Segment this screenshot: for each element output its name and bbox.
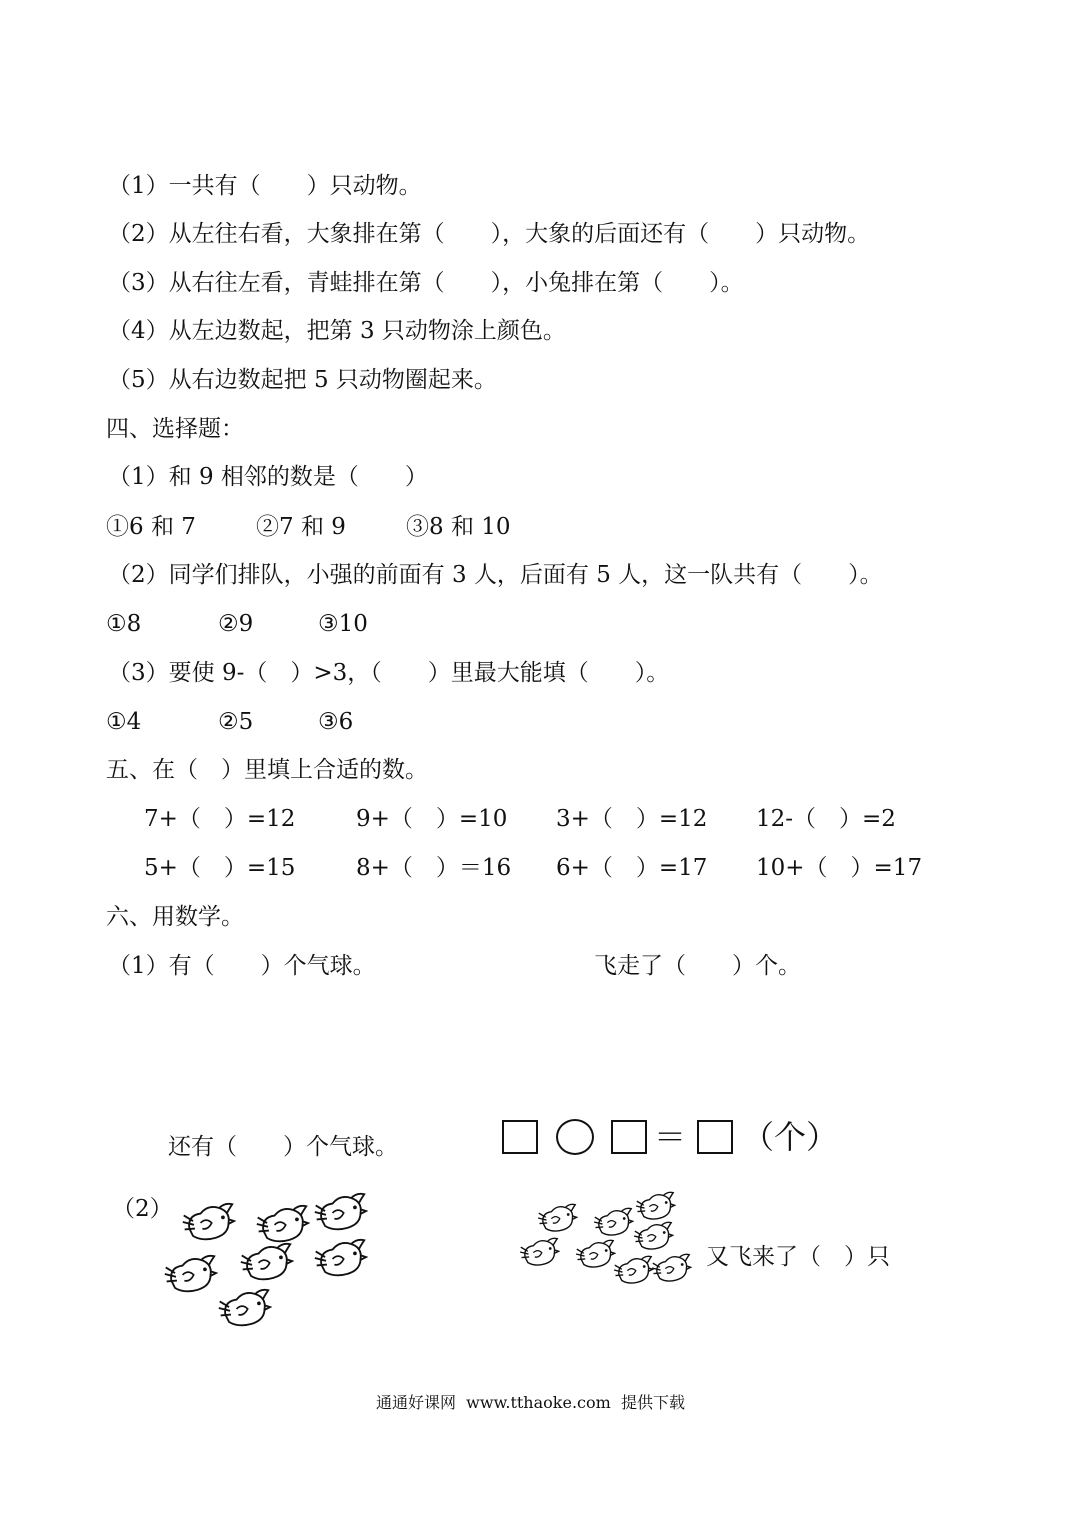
option-4-3-b: ②5	[218, 709, 254, 735]
question-3-2: （2）从左往右看，大象排在第（ ），大象的后面还有（ ）只动物。	[108, 221, 871, 247]
question-3-3: （3）从右往左看，青蛙排在第（ ），小兔排在第（ ）。	[108, 270, 744, 296]
section-6-heading: 六、用数学。	[106, 904, 244, 930]
question-6-1-right: 飞走了（ ）个。	[594, 953, 801, 979]
option-4-2-c: ③10	[318, 611, 368, 637]
equation-1: 7+（ ）=12	[144, 806, 296, 832]
equals-sign: ＝	[654, 1118, 687, 1156]
option-4-3-c: ③6	[318, 709, 354, 735]
bird-icon	[162, 1250, 218, 1298]
bird-icon	[592, 1204, 634, 1240]
bird-icon	[180, 1198, 236, 1246]
bird-icon	[518, 1234, 560, 1270]
equation-6: 8+（ ）＝16	[356, 855, 512, 881]
question-3-1: （1）一共有（ ）只动物。	[108, 173, 422, 199]
bird-icon	[238, 1238, 294, 1286]
question-6-2-label: （2）	[112, 1196, 173, 1222]
question-3-5: （5）从右边数起把 5 只动物圈起来。	[108, 367, 497, 393]
question-6-1-remaining: 还有（ ）个气球。	[168, 1134, 398, 1160]
question-6-1-left: （1）有（ ）个气球。	[108, 953, 376, 979]
equation-3: 3+（ ）=12	[556, 806, 708, 832]
bird-icon	[312, 1234, 368, 1282]
equation-4: 12-（ ）=2	[756, 806, 896, 832]
option-4-1-b: ②7 和 9	[256, 514, 346, 540]
question-3-4: （4）从左边数起，把第 3 只动物涂上颜色。	[108, 318, 566, 344]
answer-box-3[interactable]	[697, 1120, 733, 1154]
equation-8: 10+（ ）=17	[756, 855, 923, 881]
bird-icon	[536, 1200, 578, 1236]
answer-box-1[interactable]	[502, 1120, 538, 1154]
unit-label: （个）	[742, 1118, 839, 1156]
footer-text: 通通好课网 www.tthaoke.com 提供下载	[376, 1393, 685, 1412]
bird-icon	[612, 1252, 654, 1288]
question-6-2-text: 又飞来了（ ）只	[706, 1244, 890, 1270]
bird-icon	[312, 1188, 368, 1236]
option-4-1-a: ①6 和 7	[106, 514, 196, 540]
answer-box-2[interactable]	[611, 1120, 647, 1154]
bird-icon	[574, 1236, 616, 1272]
question-4-2: （2）同学们排队，小强的前面有 3 人，后面有 5 人，这一队共有（ ）。	[108, 562, 883, 588]
question-4-3: （3）要使 9-（ ）>3，（ ）里最大能填（ ）。	[108, 660, 670, 686]
bird-icon	[650, 1250, 692, 1286]
option-4-3-a: ①4	[106, 709, 142, 735]
option-4-2-a: ①8	[106, 611, 142, 637]
equation-5: 5+（ ）=15	[144, 855, 296, 881]
section-5-heading: 五、在（ ）里填上合适的数。	[106, 757, 428, 783]
bird-icon	[216, 1284, 272, 1332]
operator-circle[interactable]	[556, 1119, 594, 1155]
section-4-heading: 四、选择题：	[106, 416, 244, 442]
option-4-2-b: ②9	[218, 611, 254, 637]
bird-icon	[632, 1218, 674, 1254]
question-4-1: （1）和 9 相邻的数是（ ）	[108, 464, 428, 490]
equation-2: 9+（ ）=10	[356, 806, 508, 832]
equation-7: 6+（ ）=17	[556, 855, 708, 881]
option-4-1-c: ③8 和 10	[406, 514, 511, 540]
